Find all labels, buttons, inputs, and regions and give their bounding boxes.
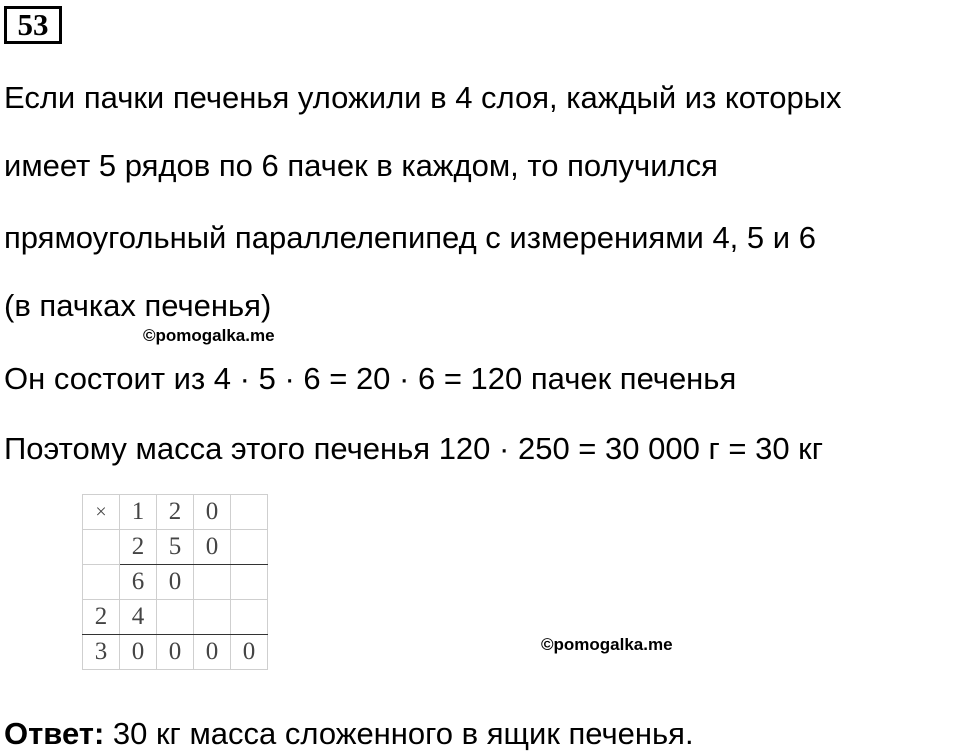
calc-cell: 1 [120, 495, 157, 530]
calc-cell: 0 [231, 635, 268, 670]
calc-cell: 2 [83, 600, 120, 635]
calc-cell: 0 [194, 635, 231, 670]
calc-cell [231, 495, 268, 530]
calc-row [83, 635, 268, 670]
calc-cell [231, 565, 268, 600]
calc-cell: 0 [194, 530, 231, 565]
multiplication-table [82, 494, 268, 670]
calc-cell: 2 [157, 495, 194, 530]
calc-cell: 0 [157, 565, 194, 600]
calc-cell: 4 [120, 600, 157, 635]
answer-text: 30 кг масса сложенного в ящик печенья. [104, 716, 694, 751]
calc-cell [83, 530, 120, 565]
calc-cell [194, 600, 231, 635]
calc-cell [231, 530, 268, 565]
calc-cell [194, 565, 231, 600]
multiply-sign: × [83, 495, 120, 530]
calc-cell: 0 [194, 495, 231, 530]
calc-cell: 5 [157, 530, 194, 565]
calc-cell [157, 600, 194, 635]
text-line-3: прямоугольный параллелепипед с измерениями 4, 5 и 6 [4, 220, 816, 255]
calc-row [83, 495, 268, 530]
text-line-4: (в пачках печенья) [4, 288, 272, 323]
watermark-1: ©pomogalka.me [143, 326, 275, 345]
answer-line [4, 714, 694, 754]
problem-number: 53 [4, 6, 62, 44]
watermark-2: ©pomogalka.me [541, 635, 673, 654]
text-line-1: Если пачки печенья уложили в 4 слоя, каждый из которых [4, 80, 842, 115]
calc-row [83, 565, 268, 600]
calc-cell [231, 600, 268, 635]
text-line-6: Поэтому масса этого печенья 120 · 250 = 30 000 г = 30 кг [4, 431, 824, 466]
calc-row [83, 530, 268, 565]
answer-label: Ответ: [4, 716, 105, 751]
calc-cell [83, 565, 120, 600]
calc-cell: 0 [157, 635, 194, 670]
text-line-5: Он состоит из 4 · 5 · 6 = 20 · 6 = 120 пачек печенья [4, 361, 737, 396]
calc-cell: 2 [120, 530, 157, 565]
text-line-2: имеет 5 рядов по 6 пачек в каждом, то получился [4, 148, 718, 183]
calc-cell: 3 [83, 635, 120, 670]
calc-cell: 6 [120, 565, 157, 600]
calc-cell: 0 [120, 635, 157, 670]
calc-row [83, 600, 268, 635]
